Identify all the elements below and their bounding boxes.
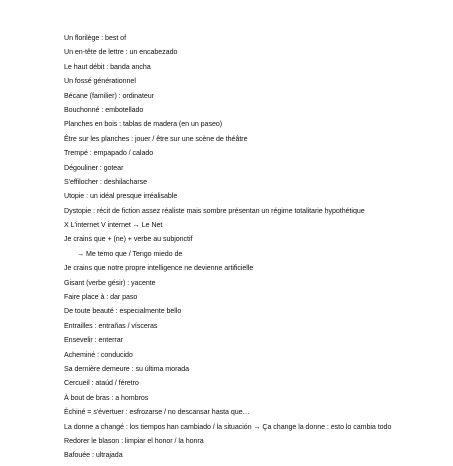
list-item: Bécane (familier) : ordinateur (64, 91, 154, 100)
list-item: La donne a changé : los tiempos han cambiado / la situación → Ça change la donne : esto lo cambia todo (64, 422, 392, 431)
list-item: Gisant (verbe gésir) : yacente (64, 278, 156, 287)
list-item: Un en-tête de lettre : un encabezado (64, 48, 178, 57)
list-item: Le haut débit : banda ancha (64, 62, 151, 71)
list-item: Faire place à : dar paso (64, 293, 138, 302)
list-item: Sa dernière demeure : su última morada (64, 364, 190, 373)
list-item: → Me temo que / Tengo miedo de (77, 249, 183, 258)
list-item: Un florilège : best of (64, 34, 126, 42)
list-item: Ensevelir : enterrar (64, 336, 123, 345)
list-item: Acheminé : conducido (64, 350, 133, 359)
list-item: Cercueil : ataúd / féretro (64, 379, 139, 388)
list-item: Je crains que notre propre intelligence ne devienne artificielle (64, 264, 254, 273)
list-item: S'effilocher : deshilacharse (64, 177, 148, 186)
list-item: X L'internet V internet → Le Net (64, 221, 163, 230)
list-item: Trempé : empapado / calado (64, 149, 154, 158)
list-item: Bouchonné : embotellado (64, 105, 144, 114)
list-item: Un fossé générationnel (64, 77, 136, 86)
list-item: Entrailles : entrañas / vísceras (64, 321, 158, 330)
list-item: Échiné = s'évertuer : esfrozarse / no descansar hasta que… (64, 408, 250, 417)
list-item: De toute beauté : especialmente bello (64, 307, 182, 316)
list-item: Dégouliner : gotear (64, 163, 124, 172)
list-item: À bout de bras : a hombros (64, 393, 149, 402)
list-item: Redorer le blason : limpiar el honor / la honra (64, 436, 204, 445)
list-item: Utopie : un idéal presque irréalisable (64, 192, 178, 201)
list-item: Je crains que + (ne) + verbe au subjonctif (64, 235, 193, 244)
list-item: Planches en bois : tablas de madera (en un paseo) (64, 120, 223, 129)
list-item: Dystopie : récit de fiction assez réaliste mais sombre présentan un régime totalitarie hypothétique (64, 206, 365, 215)
vocabulary-list (64, 34, 398, 466)
list-item: Être sur les planches : jouer / être sur une scène de théâtre (64, 134, 248, 143)
list-item: Bafouée : ultrajada (64, 451, 123, 460)
